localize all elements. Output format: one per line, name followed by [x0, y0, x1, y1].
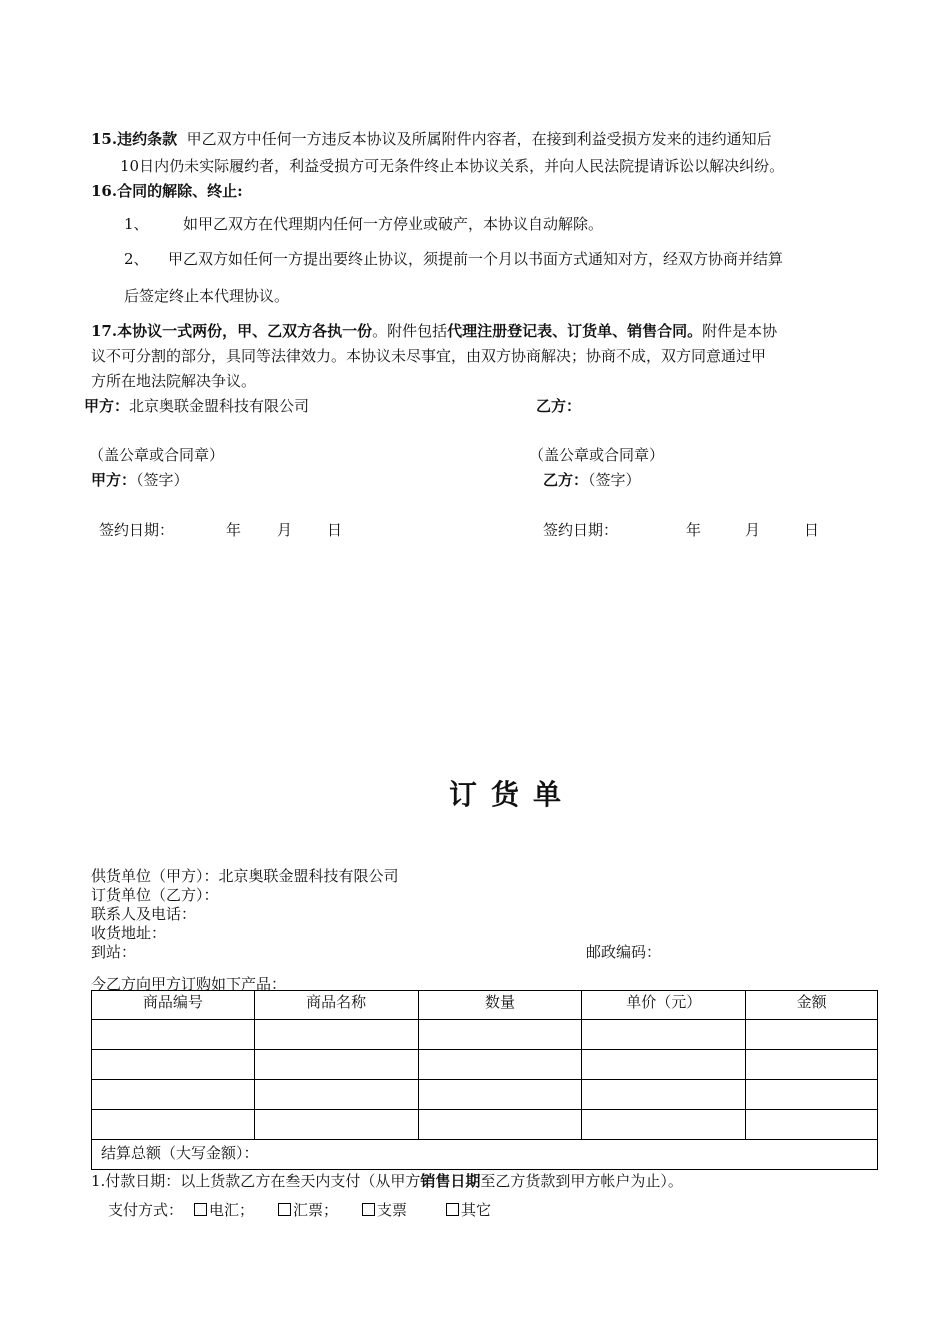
clause-15-text: 甲乙双方中任何一方违反本协议及所属附件内容者，在接到利益受损方发来的违约通知后	[186, 130, 772, 148]
order-table	[91, 990, 878, 1170]
sign-a-line	[91, 469, 189, 490]
table-cell[interactable]	[582, 1110, 746, 1140]
table-cell[interactable]	[582, 1050, 746, 1080]
sign-a-note: （签字）	[136, 471, 189, 489]
col-header-quantity: 数量	[418, 991, 582, 1020]
order-title: 订货单	[449, 778, 576, 811]
table-cell[interactable]	[254, 1110, 418, 1140]
checkbox-draft[interactable]	[278, 1203, 291, 1216]
total-row	[92, 1140, 878, 1170]
party-a-label: 甲方：	[84, 397, 130, 415]
date-month-a: 月	[277, 521, 293, 539]
seal-note-a: （盖公章或合同章）	[89, 446, 225, 464]
address-line: 收货地址：	[91, 924, 167, 942]
col-header-product-name: 商品名称	[254, 991, 418, 1020]
date-day-a: 日	[327, 521, 343, 539]
table-row	[92, 1080, 878, 1110]
contact-line: 联系人及电话：	[91, 905, 197, 923]
date-label-a: 签约日期：	[99, 521, 175, 539]
clause-17-line2: 议不可分割的部分，具同等法律效力。本协议未尽事宜，由双方协商解决；协商不成，双方同意通过甲	[91, 347, 767, 365]
date-day-b: 日	[804, 521, 820, 539]
clause-16-1-text: 如甲乙双方在代理期内任何一方停业或破产，本协议自动解除。	[183, 215, 604, 233]
pay-option-other[interactable]: 其它	[446, 1199, 491, 1220]
table-cell[interactable]	[582, 1020, 746, 1050]
date-label-b: 签约日期：	[543, 521, 619, 539]
table-cell[interactable]	[92, 1080, 255, 1110]
clause-16-2-text: 甲乙双方如任何一方提出要终止协议，须提前一个月以书面方式通知对方，经双方协商并结算	[168, 250, 784, 268]
sales-date-bold: 销售日期	[420, 1172, 481, 1190]
party-a-name: 北京奥联金盟科技有限公司	[129, 397, 310, 415]
col-header-product-code: 商品编号	[92, 991, 255, 1020]
table-cell[interactable]	[746, 1080, 878, 1110]
col-header-unit-price: 单价（元）	[582, 991, 746, 1020]
clause-17-line1: 17.本协议一式两份，甲、乙双方各执一份。附件包括代理注册登记表、订货单、销售合同。附件是本协	[91, 322, 778, 340]
clause-16-2-continued: 后签定终止本代理协议。	[124, 287, 290, 305]
pay-option-wire[interactable]: 电汇；	[194, 1199, 254, 1220]
table-cell[interactable]	[746, 1050, 878, 1080]
checkbox-other[interactable]	[446, 1203, 459, 1216]
total-amount-cell: 结算总额（大写金额）：	[92, 1140, 878, 1170]
table-cell[interactable]	[746, 1020, 878, 1050]
payment-date-line: 1.付款日期：以上货款乙方在叁天内支付（从甲方销售日期至乙方货款到甲方帐户为止）。	[91, 1172, 683, 1190]
party-a-line	[84, 395, 309, 416]
table-cell[interactable]	[92, 1050, 255, 1080]
postcode-line: 邮政编码：	[586, 943, 662, 961]
checkbox-cheque[interactable]	[362, 1203, 375, 1216]
col-header-amount: 金额	[746, 991, 878, 1020]
date-year-b: 年	[686, 521, 702, 539]
table-cell[interactable]	[746, 1110, 878, 1140]
clause-15-heading: 15.违约条款	[91, 130, 178, 148]
checkbox-wire[interactable]	[194, 1203, 207, 1216]
pay-option-draft[interactable]: 汇票；	[278, 1199, 338, 1220]
clause-15-line1	[91, 128, 772, 149]
party-b-label: 乙方：	[536, 397, 582, 415]
table-header-row	[92, 991, 878, 1020]
table-row	[92, 1110, 878, 1140]
table-cell[interactable]	[418, 1080, 582, 1110]
table-row	[92, 1020, 878, 1050]
clause-17-line3: 方所在地法院解决争议。	[91, 372, 257, 390]
table-cell[interactable]	[418, 1110, 582, 1140]
sign-a-label: 甲方：	[91, 471, 137, 489]
table-cell[interactable]	[254, 1080, 418, 1110]
order-intro: 今乙方向甲方订购如下产品：	[91, 975, 287, 993]
table-cell[interactable]	[254, 1020, 418, 1050]
payment-method-label: 支付方式：	[108, 1201, 184, 1219]
pay-option-cheque[interactable]: 支票	[362, 1199, 407, 1220]
clause-15-line2: 10日内仍未实际履约者，利益受损方可无条件终止本协议关系，并向人民法院提请诉讼以解决纠纷。	[120, 157, 785, 175]
table-cell[interactable]	[418, 1020, 582, 1050]
table-cell[interactable]	[92, 1110, 255, 1140]
buyer-line: 订货单位（乙方）：	[91, 886, 219, 904]
sign-b-label: 乙方：	[543, 471, 589, 489]
clause-16-2-number: 2、	[124, 250, 149, 268]
sign-b-line	[543, 469, 641, 490]
table-cell[interactable]	[254, 1050, 418, 1080]
table-row	[92, 1050, 878, 1080]
table-cell[interactable]	[582, 1080, 746, 1110]
clause-16-heading: 16.合同的解除、终止:	[91, 182, 243, 200]
clause-16-1-number: 1、	[124, 215, 149, 233]
clause-17-bold-2: 代理注册登记表、订货单、销售合同。	[447, 322, 703, 340]
sign-b-note: （签字）	[588, 471, 641, 489]
date-year-a: 年	[226, 521, 242, 539]
supplier-line: 供货单位（甲方）：北京奥联金盟科技有限公司	[91, 867, 399, 885]
date-month-b: 月	[745, 521, 761, 539]
seal-note-b: （盖公章或合同章）	[529, 446, 665, 464]
table-cell[interactable]	[92, 1020, 255, 1050]
table-cell[interactable]	[418, 1050, 582, 1080]
station-line: 到站：	[91, 943, 137, 961]
clause-17-bold-1: 17.本协议一式两份，甲、乙双方各执一份	[91, 322, 373, 340]
